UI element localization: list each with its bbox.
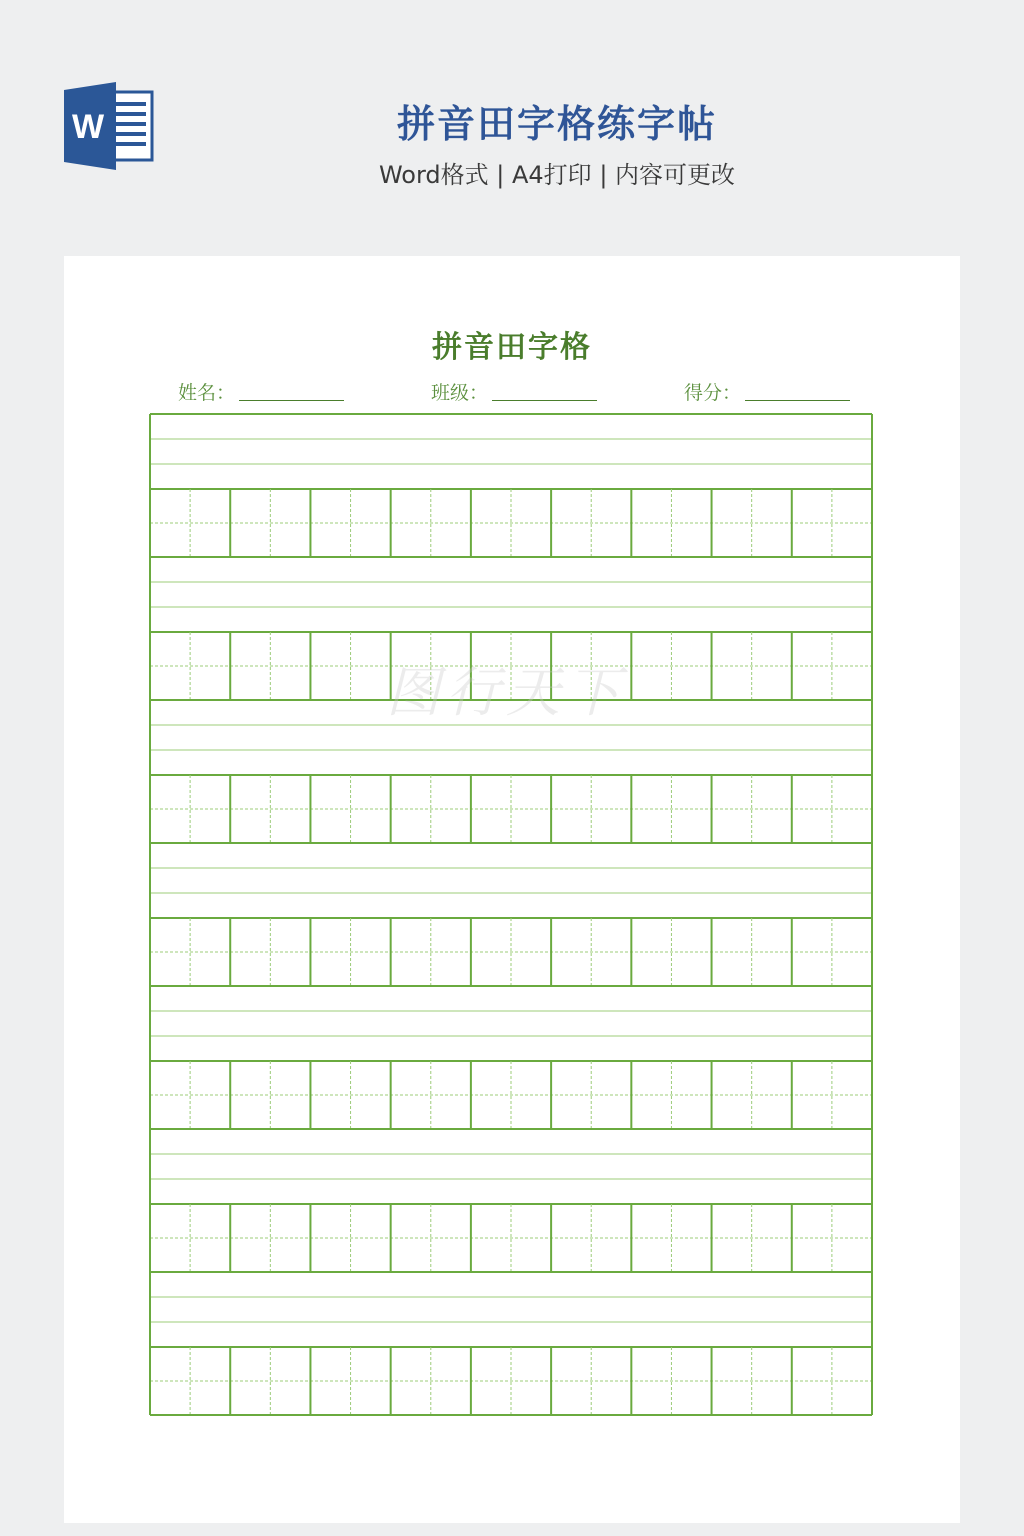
page-subtitle: Word格式 | A4打印 | 内容可更改 — [378, 161, 736, 189]
class-label: 班级： — [431, 381, 489, 404]
name-label: 姓名： — [178, 381, 236, 404]
page-title: 拼音田字格练字帖 — [396, 102, 717, 146]
document-title: 拼音田字格 — [432, 330, 592, 365]
score-label: 得分： — [684, 381, 742, 404]
svg-text:W: W — [71, 108, 105, 146]
watermark-stamp: 图行天下 — [386, 661, 626, 724]
